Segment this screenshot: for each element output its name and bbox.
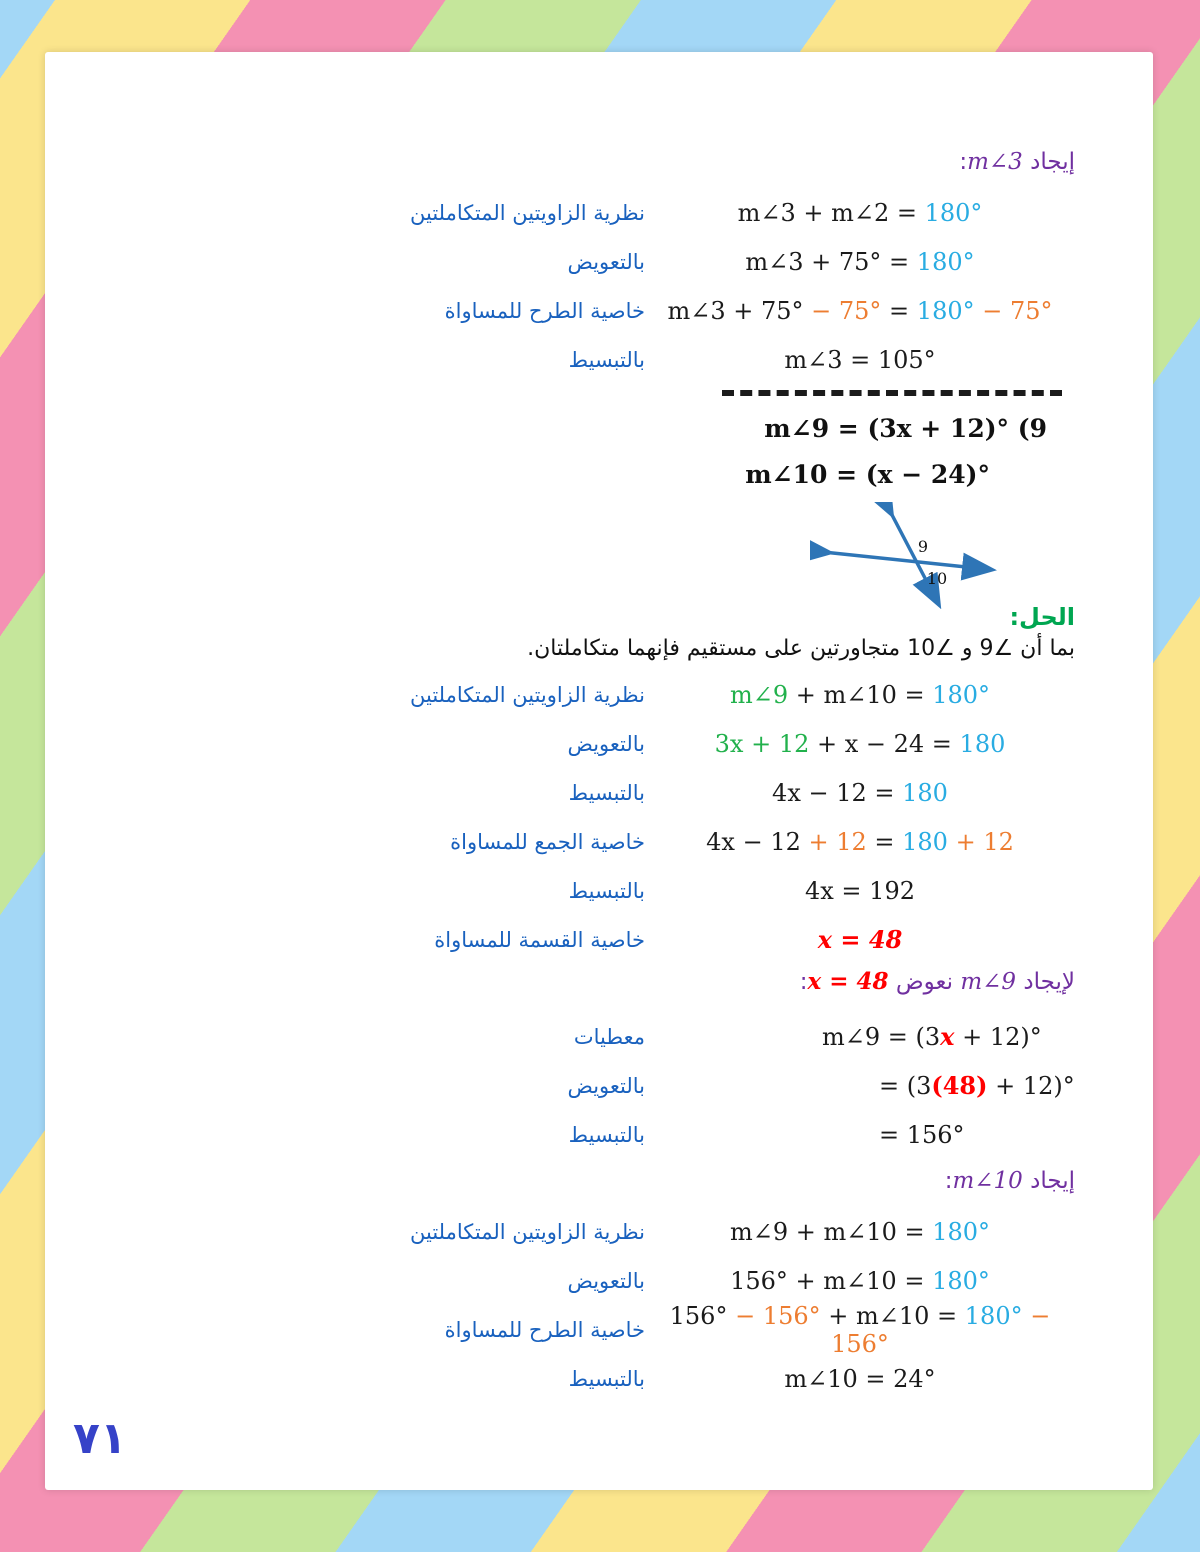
section-header-find-m9 [60,964,1075,1000]
equation [645,779,1075,807]
eq-term: x [940,1022,955,1051]
derivation-solve-x [60,670,1075,964]
header-word: إيجاد [1022,1168,1075,1194]
eq-term: − 156° [831,1301,1051,1358]
page-number: ٧١ [73,1413,127,1464]
eq-term: m∠9 = (3 [822,1023,941,1051]
derivation-row [60,1012,1075,1061]
eq-result-x: x = 48 [817,925,903,954]
justification: بالتعويض [567,1073,645,1098]
document-content [45,52,1153,1490]
eq-term: 156° [669,1301,728,1330]
solution-label: الحل: [1009,603,1075,631]
derivation-find-m9 [60,1012,1075,1159]
eq-term: = 156° [879,1120,965,1149]
eq-term: 180° [932,680,991,709]
solution-statement: بما أن ∠9 و ∠10 متجاورتين على مستقيم فإنهما متكاملتان. [527,636,1075,661]
header-word: نعوض [888,969,961,995]
eq-term: + 12)° [954,1023,1042,1051]
angles-diagram [810,502,1010,614]
header-word: لإيجاد [1016,969,1075,995]
eq-term: m∠10 = 24° [784,1364,936,1393]
eq-term: m∠9 = (3x + 12)° [764,414,1010,443]
justification: بالتعويض [567,249,645,274]
justification: بالتعويض [567,731,645,756]
eq-term: = [866,827,903,856]
equation [645,1121,1075,1149]
derivation-row [60,719,1075,768]
justification: بالتعويض [567,1268,645,1293]
derivation-row [60,1354,1075,1403]
justification: خاصية الجمع للمساواة [450,829,645,854]
equation [645,1365,1075,1393]
derivation-row [60,1301,1075,1358]
equation [645,730,1075,758]
eq-term: + 12 [800,827,867,856]
eq-term: + 12)° [987,1072,1075,1100]
justification: خاصية القسمة للمساواة [434,927,645,952]
eq-term: m∠3 + 75° = [745,247,917,276]
equation [645,1071,1075,1100]
equation [645,248,1075,276]
problem-number: (9 [1009,414,1047,443]
eq-term: + 12 [947,827,1014,856]
eq-term: + m∠10 = [820,1301,965,1330]
justification: خاصية الطرح للمساواة [444,1317,645,1342]
justification: بالتبسيط [568,780,645,805]
equation [645,1022,1075,1051]
equation [645,1267,1075,1295]
derivation-row [60,670,1075,719]
eq-term: 156° + m∠10 = [730,1266,933,1295]
equation [645,1302,1075,1358]
header-x-value: x = 48 [807,968,889,995]
derivation-row [60,1110,1075,1159]
eq-term: 4x − 12 [706,827,801,856]
header-angle-math: m∠9 [960,969,1017,995]
eq-term: 4x = 192 [805,876,915,905]
justification: نظرية الزاويتين المتكاملتين [410,200,645,225]
eq-term: 180° [932,1266,990,1295]
derivation-row [60,817,1075,866]
eq-term: 4x − 12 = [772,778,903,807]
derivation-row [60,188,1075,237]
diagram-line-horizontal [828,553,990,570]
problem-line [60,406,1047,452]
derivation-find-m3 [60,188,1075,384]
problem-9-statement [60,406,1047,498]
justification: معطيات [573,1024,645,1049]
derivation-row [60,1207,1075,1256]
justification: بالتبسيط [568,1122,645,1147]
problem-line [60,452,990,498]
eq-term: + m∠10 = [788,680,933,709]
equation [645,346,1075,374]
eq-term: m∠3 + 75° [667,296,804,325]
document-card [45,52,1153,1490]
justification: بالتبسيط [568,878,645,903]
eq-term: = [881,296,917,325]
eq-term: 180 [959,729,1006,758]
diagram-line-transversal [891,513,938,603]
equation [645,681,1075,709]
eq-term: 180° [932,1217,991,1246]
eq-term: 180 [902,778,948,807]
eq-term: m∠10 = (x − 24)° [745,460,990,489]
header-word: إيجاد [1022,149,1075,175]
derivation-row [60,237,1075,286]
derivation-row [60,915,1075,964]
justification: بالتبسيط [568,347,645,372]
header-angle-math: m∠3 [967,149,1023,175]
eq-term: m∠9 + m∠10 = [729,1217,933,1246]
equation [645,199,1075,227]
eq-term: − 156° [727,1301,821,1330]
justification: نظرية الزاويتين المتكاملتين [410,682,645,707]
section-header-find-m3 [60,144,1075,180]
angle-label-9: 9 [917,537,929,556]
eq-term: + x − 24 = [809,729,960,758]
derivation-row [60,286,1075,335]
derivation-row [60,768,1075,817]
derivation-row [60,1256,1075,1305]
equation [645,925,1075,954]
figure-container [60,502,1075,614]
eq-term: m∠3 = 105° [784,345,936,374]
dashed-divider [722,390,1062,396]
eq-term: − 75° [803,296,882,325]
header-colon: : [944,1168,953,1194]
eq-term: (48) [931,1071,988,1100]
header-angle-math: m∠10 [952,1168,1023,1194]
eq-term: = (3 [879,1072,932,1100]
justification: بالتبسيط [568,1366,645,1391]
derivation-row [60,335,1075,384]
header-colon: : [959,149,968,175]
eq-term: m∠9 [729,680,789,709]
justification: خاصية الطرح للمساواة [444,298,645,323]
equation [645,877,1075,905]
derivation-find-m10 [60,1207,1075,1403]
eq-term: 180° [916,247,975,276]
equation [645,1218,1075,1246]
equation [645,828,1075,856]
header-colon: : [799,969,808,995]
eq-term: m∠3 + m∠2 = [737,198,925,227]
equation [645,297,1075,325]
eq-term: − 75° [974,296,1053,325]
derivation-row [60,866,1075,915]
eq-term: 180° [964,1301,1023,1330]
eq-term: 180° [916,296,975,325]
eq-term: 180° [924,198,983,227]
angle-label-10: 10 [926,569,948,588]
eq-term: 3x + 12 [714,729,810,758]
justification: نظرية الزاويتين المتكاملتين [410,1219,645,1244]
section-header-find-m10 [60,1163,1075,1199]
eq-term: 180 [902,827,948,856]
derivation-row [60,1061,1075,1110]
